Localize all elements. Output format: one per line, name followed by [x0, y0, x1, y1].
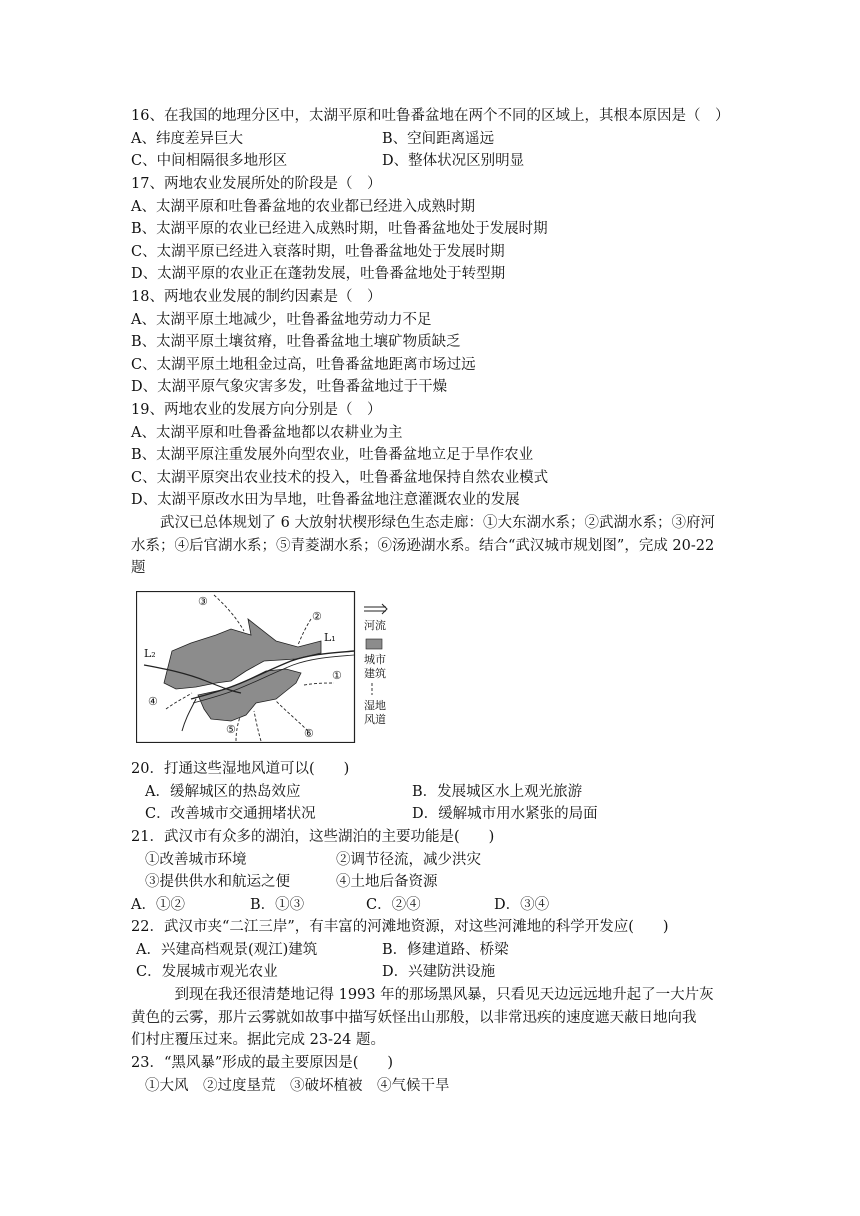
q22-option-b: B．修建道路、桥梁 — [382, 942, 509, 958]
q21-item-1: ①改善城市环境 — [145, 852, 247, 868]
q20-option-c: C．改善城市交通拥堵状况 — [145, 806, 316, 822]
q22-option-d: D．兴建防洪设施 — [382, 964, 496, 980]
q16-option-a: A、纬度差异巨大 — [131, 131, 243, 147]
label-circle-2: ② — [312, 610, 322, 623]
q16-option-b: B、空间距离遥远 — [382, 131, 495, 147]
q17-stem: 17、两地农业发展所处的阶段是（ ） — [131, 176, 382, 192]
q21-option-b: B．①③ — [250, 897, 305, 913]
q18-stem: 18、两地农业发展的制约因素是（ ） — [131, 289, 382, 305]
q16-option-c: C、中间相隔很多地形区 — [131, 153, 288, 169]
q20-option-d: D．缓解城市用水紧张的局面 — [412, 806, 598, 822]
label-circle-1: ① — [332, 669, 342, 682]
wuhan-intro-line-1: 武汉已总体规划了 6 大放射状楔形绿色生态走廊：①大东湖水系；②武湖水系；③府河 — [131, 515, 715, 531]
q16-stem: 16、在我国的地理分区中，太湖平原和吐鲁番盆地在两个不同的区域上，其根本原因是（ ） — [131, 108, 730, 124]
q17-option-b: B、太湖平原的农业已经进入成熟时期，吐鲁番盆地处于发展时期 — [131, 221, 548, 237]
q18-option-a: A、太湖平原土地减少，吐鲁番盆地劳动力不足 — [131, 312, 432, 328]
q22-option-c: C．发展城市观光农业 — [136, 964, 278, 980]
q19-option-d: D、太湖平原改水田为旱地，吐鲁番盆地注意灌溉农业的发展 — [131, 492, 520, 508]
q23-stem: 23．“黑风暴”形成的最主要原因是( ) — [131, 1055, 394, 1071]
q21-item-2: ②调节径流，减少洪灾 — [336, 852, 481, 868]
q19-option-a: A、太湖平原和吐鲁番盆地都以农耕业为主 — [131, 425, 403, 441]
storm-intro-line-1: 到现在我还很清楚地记得 1993 年的那场黑风暴，只看见天边远远地升起了一大片灰 — [131, 987, 714, 1003]
q16-option-d: D、整体状况区别明显 — [382, 153, 525, 169]
storm-intro-line-3: 们村庄覆压过来。据此完成 23-24 题。 — [131, 1032, 386, 1048]
q23-options: ①大风 ②过度垦荒 ③破坏植被 ④气候干旱 — [145, 1078, 450, 1094]
q21-stem: 21．武汉市有众多的湖泊，这些湖泊的主要功能是( ) — [131, 829, 495, 845]
label-circle-5: ⑤ — [226, 723, 236, 736]
q20-option-b: B．发展城区水上观光旅游 — [412, 784, 583, 800]
q18-option-c: C、太湖平原土地租金过高，吐鲁番盆地距离市场过远 — [131, 357, 476, 373]
q20-option-a: A．缓解城区的热岛效应 — [145, 784, 301, 800]
wuhan-city-planning-map — [136, 591, 396, 743]
legend-river-label: 河流 — [364, 619, 386, 632]
label-circle-4: ④ — [148, 695, 158, 708]
legend-wetland-label-2: 风道 — [364, 713, 386, 726]
legend-city-label-2: 建筑 — [364, 667, 386, 680]
q19-stem: 19、两地农业的发展方向分别是（ ） — [131, 402, 382, 418]
wuhan-intro-line-3: 题 — [131, 560, 146, 576]
legend-city-symbol — [366, 639, 382, 649]
label-l1: L₁ — [324, 631, 336, 644]
storm-intro-line-2: 黄色的云雾，那片云雾就如故事中描写妖怪出山那般，以非常迅疾的速度遮天蔽日地向我 — [131, 1010, 697, 1026]
q19-option-c: C、太湖平原突出农业技术的投入，吐鲁番盆地保持自然农业模式 — [131, 470, 549, 486]
q17-option-c: C、太湖平原已经进入衰落时期，吐鲁番盆地处于发展时期 — [131, 244, 505, 260]
q21-item-4: ④土地后备资源 — [336, 874, 438, 890]
q19-option-b: B、太湖平原注重发展外向型农业，吐鲁番盆地立足于旱作农业 — [131, 447, 534, 463]
label-l2: L₂ — [144, 647, 156, 660]
q22-option-a: A．兴建高档观景(观江)建筑 — [136, 942, 318, 958]
q21-option-c: C．②④ — [366, 897, 421, 913]
q21-option-d: D．③④ — [494, 897, 550, 913]
label-circle-3: ③ — [198, 595, 208, 608]
q22-stem: 22．武汉市夹“二江三岸”，有丰富的河滩地资源，对这些河滩地的科学开发应( ) — [131, 919, 669, 935]
legend-river-symbol — [364, 604, 387, 614]
q18-option-b: B、太湖平原土壤贫瘠，吐鲁番盆地土壤矿物质缺乏 — [131, 334, 461, 350]
label-circle-6: ⑥ — [304, 727, 314, 740]
q21-item-3: ③提供供水和航运之便 — [145, 874, 290, 890]
q17-option-a: A、太湖平原和吐鲁番盆地的农业都已经进入成熟时期 — [131, 199, 475, 215]
q21-option-a: A．①② — [131, 897, 185, 913]
legend-city-label-1: 城市 — [364, 653, 386, 666]
wuhan-intro-line-2: 水系；④后官湖水系；⑤青菱湖水系；⑥汤逊湖水系。结合“武汉城市规划图”，完成 20-22 — [131, 538, 715, 554]
q18-option-d: D、太湖平原气象灾害多发，吐鲁番盆地过于干燥 — [131, 379, 448, 395]
legend-wetland-label-1: 湿地 — [364, 699, 386, 712]
q17-option-d: D、太湖平原的农业正在蓬勃发展，吐鲁番盆地处于转型期 — [131, 266, 506, 282]
q20-stem: 20．打通这些湿地风道可以( ) — [131, 761, 350, 777]
